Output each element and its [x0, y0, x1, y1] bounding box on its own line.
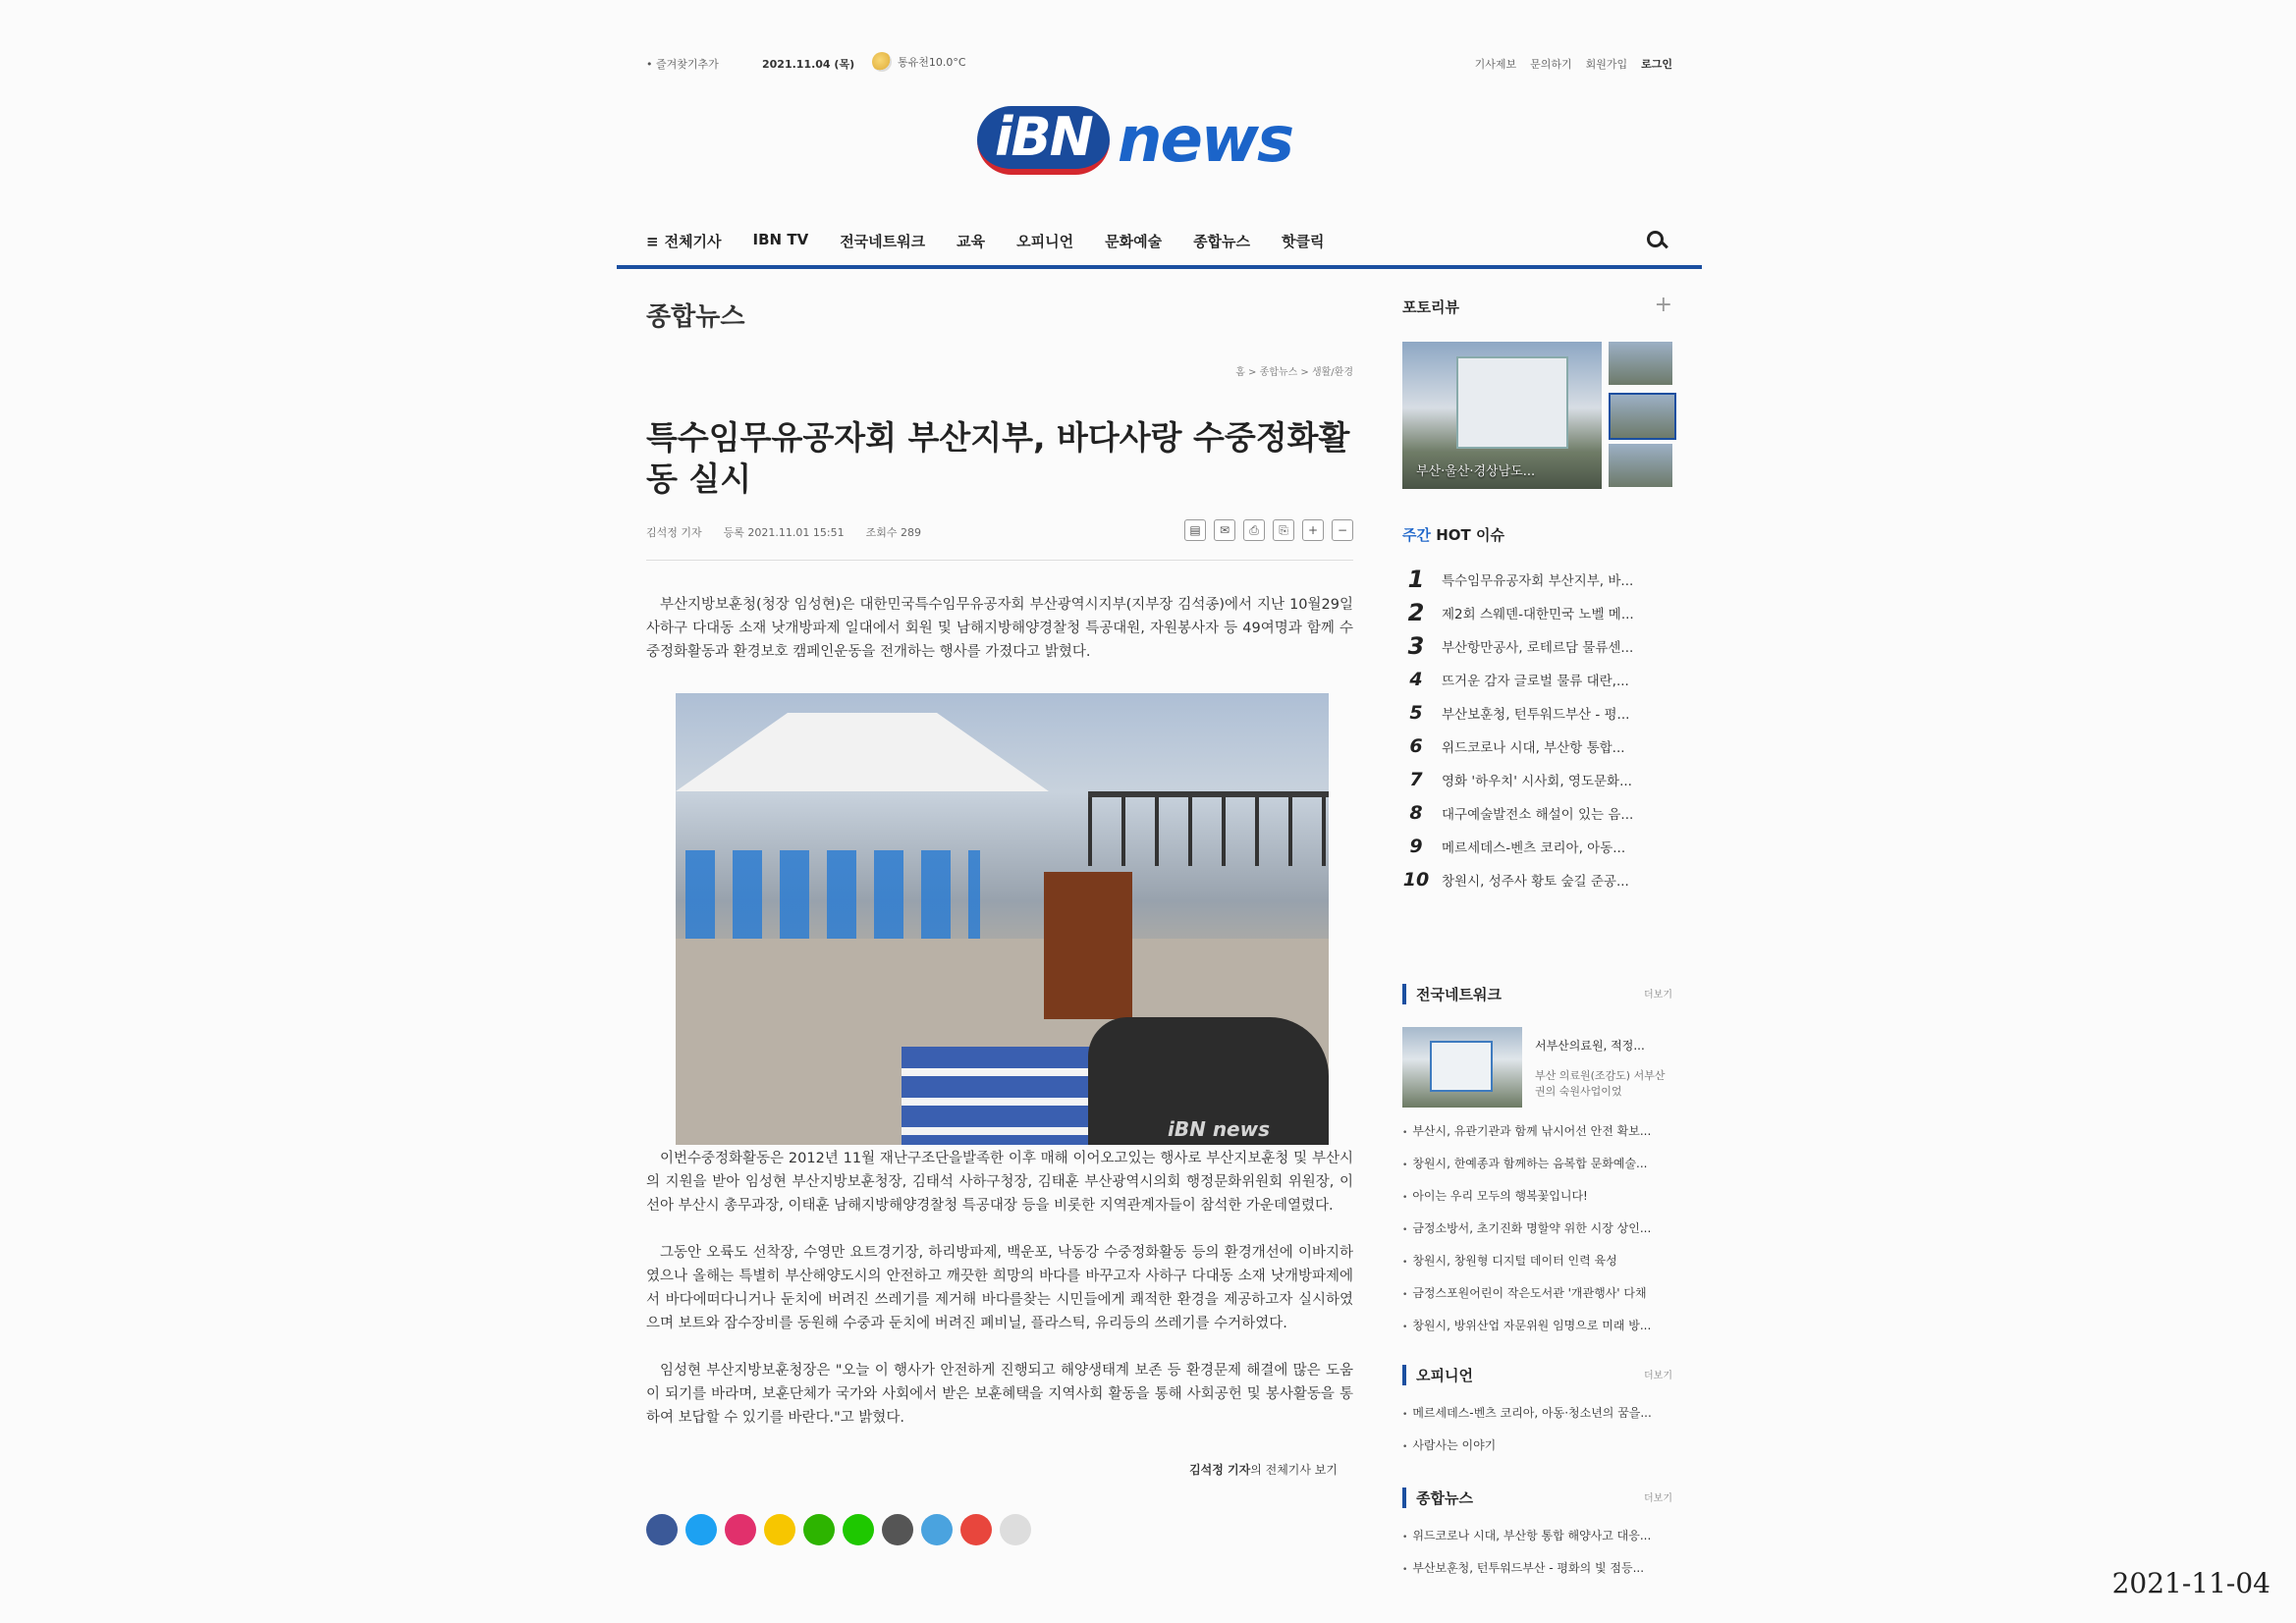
hot-issue-item[interactable] — [1402, 796, 1672, 830]
hot-issue-rank: 2 — [1407, 599, 1425, 626]
top-bar — [646, 56, 1702, 80]
share-icon[interactable] — [1000, 1514, 1031, 1545]
logo-ibn: iBN — [977, 106, 1110, 175]
hot-issue-rank: 10 — [1402, 869, 1430, 891]
hot-issue-rank: 1 — [1407, 566, 1425, 593]
article-meta — [646, 524, 921, 540]
share-icon[interactable] — [921, 1514, 953, 1545]
article-photo[interactable] — [676, 693, 1329, 1145]
print-date-stamp: 2021-11-04 — [2111, 1567, 2270, 1599]
photo-thumbnail[interactable] — [1609, 444, 1672, 487]
login-link[interactable]: 로그인 — [1641, 58, 1672, 71]
photo-watermark: iBN news — [1168, 1117, 1270, 1141]
news-page — [617, 39, 1702, 1575]
site-logo[interactable] — [977, 101, 1350, 180]
share-icon[interactable] — [646, 1514, 678, 1545]
hot-issue-rank: 9 — [1409, 836, 1423, 857]
list-item[interactable]: • 창원시, 한예종과 함께하는 음복합 문화예술... — [1402, 1148, 1672, 1180]
article-author[interactable]: 김석정 기자 — [646, 526, 702, 539]
photo-review-main[interactable] — [1402, 342, 1602, 489]
logo-news: news — [1117, 104, 1293, 177]
network-section — [1402, 984, 1672, 1332]
hot-issue-rank: 7 — [1409, 769, 1423, 790]
plus-icon[interactable]: + — [1654, 293, 1672, 317]
nav-item-general-news[interactable]: 종합뉴스 — [1193, 233, 1251, 250]
hot-title-prefix: 주간 — [1402, 526, 1431, 544]
share-icon[interactable] — [882, 1514, 913, 1545]
hot-issue-title: 영화 '하우치' 시사회, 영도문화... — [1442, 774, 1632, 789]
share-icon[interactable] — [725, 1514, 756, 1545]
opinion-title — [1402, 1365, 1672, 1385]
opinion-section — [1402, 1365, 1672, 1462]
hot-issue-rank: 4 — [1409, 669, 1423, 690]
network-links — [1402, 1115, 1672, 1342]
photo-thumbnail[interactable] — [1609, 342, 1672, 385]
general-news-title-label: 종합뉴스 — [1416, 1489, 1473, 1507]
article-date: 등록 2021.11.01 15:51 — [723, 526, 845, 539]
photo-boxes — [902, 1047, 1098, 1145]
list-item[interactable]: • 창원시, 창원형 디지털 데이터 인력 육성 — [1402, 1245, 1672, 1277]
breadcrumb[interactable]: 홈 > 종합뉴스 > 생활/환경 — [1235, 367, 1353, 378]
print-icon[interactable]: ⎙ — [1243, 519, 1265, 541]
article-views: 조회수 289 — [865, 526, 921, 539]
network-title-label: 전국네트워크 — [1416, 986, 1502, 1003]
share-icon[interactable] — [803, 1514, 835, 1545]
photo-review-title — [1402, 293, 1672, 317]
photo-podium — [1044, 872, 1132, 1019]
hot-issue-title: 창원시, 성주사 황토 숲길 준공... — [1442, 874, 1629, 890]
main-nav — [617, 221, 1702, 269]
hot-issues-title — [1402, 524, 1672, 545]
search-icon[interactable] — [1645, 229, 1668, 252]
photo-fence — [1088, 791, 1329, 866]
photo-tent — [676, 713, 1049, 791]
share-buttons — [646, 1514, 1031, 1545]
hot-issue-item[interactable] — [1402, 596, 1672, 629]
hot-issue-item[interactable] — [1402, 563, 1672, 596]
author-all-articles-link[interactable] — [1189, 1461, 1338, 1478]
opinion-more-link[interactable]: 더보기 — [1644, 1371, 1672, 1381]
network-title — [1402, 984, 1672, 1004]
hot-issue-title: 특수임무유공자회 부산지부, 바... — [1442, 573, 1634, 589]
list-icon[interactable]: ▤ — [1184, 519, 1206, 541]
section-title: 종합뉴스 — [646, 302, 745, 332]
general-news-section — [1402, 1488, 1672, 1585]
hot-issue-item[interactable] — [1402, 696, 1672, 730]
font-decrease-button[interactable]: − — [1332, 519, 1353, 541]
weekly-hot-issues — [1402, 524, 1672, 896]
list-item[interactable]: • 아이는 우리 모두의 행복꽃입니다! — [1402, 1180, 1672, 1213]
photo-review-caption: 부산·울산·경상남도... — [1416, 464, 1536, 479]
general-news-title — [1402, 1488, 1672, 1508]
hot-issue-rank: 3 — [1407, 632, 1425, 660]
photo-chairs — [685, 850, 980, 939]
hot-issue-rank: 5 — [1409, 702, 1423, 724]
share-icon[interactable] — [960, 1514, 992, 1545]
copy-icon[interactable]: ⎘ — [1273, 519, 1294, 541]
list-item[interactable]: • 부산보훈청, 턴투워드부산 - 평화의 빛 점등... — [1402, 1552, 1672, 1585]
email-icon[interactable]: ✉ — [1214, 519, 1235, 541]
weather-icon — [872, 52, 892, 72]
network-featured-title: 서부산의료원, 적정... — [1535, 1039, 1645, 1053]
nav-item-education[interactable]: 교육 — [957, 233, 986, 250]
weather-widget — [872, 52, 966, 72]
nav-item-hot-click[interactable]: 핫클릭 — [1282, 233, 1325, 250]
list-item[interactable]: • 부산시, 유관기관과 함께 낚시어선 안전 확보... — [1402, 1115, 1672, 1148]
hot-issue-rank: 6 — [1409, 735, 1423, 757]
network-featured-desc: 부산 의료원(조감도) 서부산권의 숙원사업이었 — [1535, 1069, 1666, 1098]
list-item[interactable]: • 사람사는 이야기 — [1402, 1430, 1672, 1462]
hot-issues-list — [1402, 563, 1672, 896]
article-paragraph: 임성현 부산지방보훈청장은 "오늘 이 행사가 안전하게 진행되고 해양생태계 보존 등 환경문제 해결에 많은 도움이 되기를 바라며, 보훈단체가 국가와 사회에서 받은 보훈혜택을 지역사회 활동을 통해 사회공헌 및 봉사활동을 통하여 보답할 수 있기를 바란다."고 밝혔다. — [646, 1363, 1353, 1426]
signup-link[interactable]: 회원가입 — [1585, 58, 1628, 71]
share-icon[interactable] — [685, 1514, 717, 1545]
share-icon[interactable] — [843, 1514, 874, 1545]
list-item[interactable]: • 금정스포원어린이 작은도서관 '개관행사' 다채 — [1402, 1277, 1672, 1310]
current-date: 2021.11.04 (목) — [762, 58, 855, 71]
article-body-intro — [646, 593, 1353, 664]
hot-issue-title: 대구예술발전소 해설이 있는 음... — [1442, 807, 1634, 823]
article-headline: 특수임무유공자회 부산지부, 바다사랑 수중정화활동 실시 — [646, 418, 1350, 498]
hot-issue-rank: 8 — [1409, 802, 1423, 824]
divider — [646, 560, 1353, 561]
article-body — [646, 1147, 1353, 1453]
list-item[interactable]: • 창원시, 방위산업 자문위원 임명으로 미래 방... — [1402, 1310, 1672, 1342]
network-thumbnail — [1402, 1027, 1522, 1108]
network-more-link[interactable]: 더보기 — [1644, 990, 1672, 1001]
report-link[interactable]: 기사제보 — [1474, 58, 1517, 71]
hot-title-suffix: HOT 이슈 — [1430, 526, 1504, 544]
article — [646, 297, 1353, 1477]
sidebar — [1402, 293, 1672, 1575]
article-paragraph: 부산지방보훈청(청장 임성현)은 대한민국특수임무유공자회 부산광역시지부(지부장 김석종)에서 지난 10월29일 사하구 다대동 소재 낫개방파제 일대에서 회원 및 남해지방해양경찰청 특공대원, 자원봉사자 등 49여명과 함께 수중정화활동과 환경보호 캠페인운동을 전개하는 행사를 가졌다고 밝혔다. — [646, 597, 1353, 660]
photo-review-label: 포토리뷰 — [1402, 298, 1459, 316]
article-paragraph: 이번수중정화활동은 2012년 11월 재난구조단을발족한 이후 매해 이어오고있는 행사로 부산지보훈청 및 부산시의 지원을 받아 임성현 부산지방보훈청장, 김태석 사하구청장, 김태훈 부산광역시의회 행정문화위원회 위원장, 이선아 부산시 총무과장, 이태훈 남해지방해양경찰청 특공대장 등을 비롯한 지역관계자들이 참석한 가운데열렸다. — [646, 1151, 1353, 1214]
opinion-links — [1402, 1397, 1672, 1462]
hot-issue-title: 뜨거운 감자 글로벌 물류 대란,... — [1442, 674, 1629, 689]
general-news-links — [1402, 1520, 1672, 1585]
hot-issue-item[interactable] — [1402, 830, 1672, 863]
hot-issue-title: 부산항만공사, 로테르담 물류센... — [1442, 640, 1634, 656]
share-icon[interactable] — [764, 1514, 795, 1545]
byline-name: 김석정 기자 — [1189, 1463, 1251, 1477]
contact-link[interactable]: 문의하기 — [1530, 58, 1572, 71]
list-item[interactable]: • 위드코로나 시대, 부산항 통합 해양사고 대응... — [1402, 1520, 1672, 1552]
hot-issue-title: 메르세데스-벤츠 코리아, 아동... — [1442, 840, 1626, 856]
article-tools — [1184, 519, 1353, 541]
nav-item-network[interactable]: 전국네트워크 — [840, 233, 926, 250]
nav-item-all-articles[interactable]: ≡ 전체기사 — [646, 231, 722, 251]
font-increase-button[interactable]: + — [1302, 519, 1324, 541]
list-item[interactable]: • 메르세데스-벤츠 코리아, 아동·청소년의 꿈을... — [1402, 1397, 1672, 1430]
photo-building — [1456, 356, 1568, 449]
hot-issue-title: 제2회 스웨덴-대한민국 노벨 메... — [1442, 607, 1634, 622]
byline-suffix: 의 전체기사 보기 — [1250, 1463, 1338, 1477]
list-item[interactable]: • 금정소방서, 초기진화 명할약 위한 시장 상인... — [1402, 1213, 1672, 1245]
network-featured[interactable] — [1402, 1027, 1672, 1108]
opinion-title-label: 오피니언 — [1416, 1367, 1473, 1384]
photo-review — [1402, 342, 1672, 489]
add-favorite-link[interactable]: • 즐겨찾기추가 — [646, 58, 719, 71]
hot-issue-item[interactable] — [1402, 629, 1672, 663]
hot-issue-title: 부산보훈청, 턴투워드부산 - 평... — [1442, 707, 1630, 723]
photo-thumbnail[interactable] — [1609, 393, 1676, 440]
hot-issue-item[interactable] — [1402, 863, 1672, 896]
hot-issue-item[interactable] — [1402, 663, 1672, 696]
nav-item-opinion[interactable]: 오피니언 — [1016, 233, 1074, 250]
nav-item-culture[interactable]: 문화예술 — [1105, 233, 1163, 250]
top-links — [1475, 56, 1672, 72]
hot-issue-item[interactable] — [1402, 730, 1672, 763]
weather-text: 통유천10.0°C — [898, 56, 966, 69]
general-more-link[interactable]: 더보기 — [1644, 1493, 1672, 1504]
hot-issue-title: 위드코로나 시대, 부산항 통합... — [1442, 740, 1625, 756]
hot-issue-item[interactable] — [1402, 763, 1672, 796]
nav-item-ibn-tv[interactable]: IBN TV — [752, 231, 809, 248]
article-paragraph: 그동안 오륙도 선착장, 수영만 요트경기장, 하리방파제, 백운포, 낙동강 수중정화활동 등의 환경개선에 이바지하였으나 올해는 특별히 부산해양도시의 안전하고 깨끗한 희망의 바다를 바꾸고자 사하구 다대동 소재 낫개방파제에서 바다에떠다니거나 둔치에 버려진 쓰레기를 제거해 바다를찾는 시민들에게 쾌적한 환경을 제공하고자 실시하였으며 보트와 잠수장비를 동원해 수중과 둔치에 버려진 폐비닐, 플라스틱, 유리등의 쓰레기를 수거하였다. — [646, 1245, 1353, 1331]
